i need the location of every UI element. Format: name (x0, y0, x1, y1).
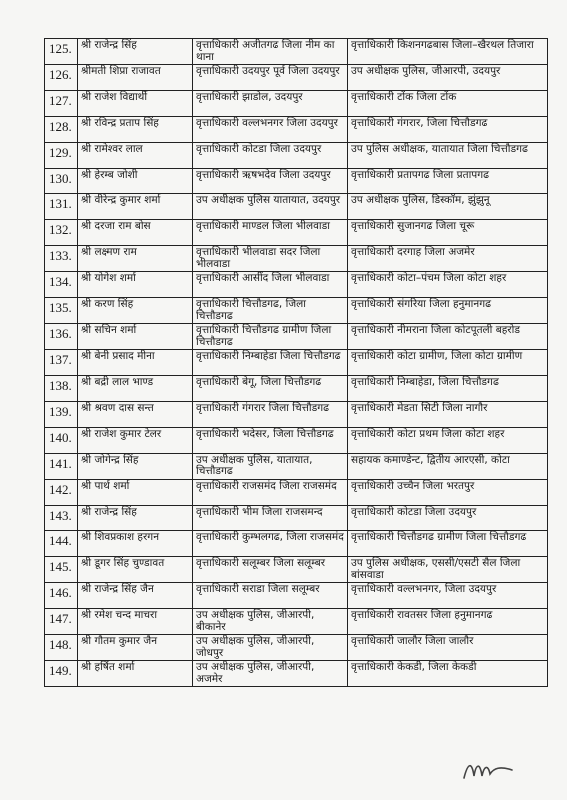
officer-name: श्री हेरम्ब जोशी (78, 168, 193, 194)
table-row (45, 635, 548, 661)
serial-number: 140. (45, 427, 78, 453)
officer-name: श्री योगेश शर्मा (78, 272, 193, 298)
serial-number: 134. (45, 272, 78, 298)
table-row (45, 90, 548, 116)
current-posting: वृत्ताधिकारी झाडोल, उदयपुर (193, 90, 348, 116)
officer-name: श्री बद्री लाल भाण्ड (78, 376, 193, 402)
officer-name: श्री बेनी प्रसाद मीना (78, 350, 193, 376)
table-row (45, 298, 548, 324)
officer-name: श्री राजेश विद्यार्थी (78, 90, 193, 116)
new-posting: वृत्ताधिकारी रावतसर जिला हनुमानगढ (348, 609, 548, 635)
new-posting: वृत्ताधिकारी कोटा प्रथम जिला कोटा शहर (348, 427, 548, 453)
table-row (45, 194, 548, 220)
serial-number: 143. (45, 505, 78, 531)
table-row (45, 324, 548, 350)
table-row (45, 350, 548, 376)
current-posting: उप अधीक्षक पुलिस, यातायात, चित्तौडगढ (193, 453, 348, 479)
serial-number: 144. (45, 531, 78, 557)
officer-name: श्री गौतम कुमार जैन (78, 635, 193, 661)
new-posting: वृत्ताधिकारी जालौर जिला जालौर (348, 635, 548, 661)
new-posting: वृत्ताधिकारी संगरिया जिला हनुमानगढ (348, 298, 548, 324)
table-row (45, 142, 548, 168)
table-row (45, 39, 548, 65)
table-row (45, 246, 548, 272)
current-posting: वृत्ताधिकारी भीम जिला राजसमन्द (193, 505, 348, 531)
serial-number: 126. (45, 65, 78, 91)
officer-name: श्री रविन्द्र प्रताप सिंह (78, 116, 193, 142)
new-posting: वृत्ताधिकारी वल्लभनगर, जिला उदयपुर (348, 583, 548, 609)
current-posting: वृत्ताधिकारी भीलवाडा सदर जिला भीलवाडा (193, 246, 348, 272)
serial-number: 127. (45, 90, 78, 116)
current-posting: वृत्ताधिकारी सराडा जिला सलूम्बर (193, 583, 348, 609)
current-posting: उप अधीक्षक पुलिस, जीआरपी, बीकानेर (193, 609, 348, 635)
current-posting: वृत्ताधिकारी बेगू, जिला चित्तौडगढ (193, 376, 348, 402)
current-posting: वृत्ताधिकारी निम्बाहेडा जिला चित्तौडगढ (193, 350, 348, 376)
current-posting: वृत्ताधिकारी भदेसर, जिला चित्तौडगढ (193, 427, 348, 453)
officer-name: श्री राजेश कुमार टेलर (78, 427, 193, 453)
new-posting: वृत्ताधिकारी नीमराना जिला कोटपूतली बहरोड (348, 324, 548, 350)
table-row (45, 168, 548, 194)
new-posting: वृत्ताधिकारी कोटडा जिला उदयपुर (348, 505, 548, 531)
officer-name: श्री रामेश्वर लाल (78, 142, 193, 168)
officer-name: श्री सचिन शर्मा (78, 324, 193, 350)
serial-number: 149. (45, 661, 78, 687)
signature-mark (460, 748, 520, 788)
officer-name: श्री लक्ष्मण राम (78, 246, 193, 272)
current-posting: वृत्ताधिकारी आसींद जिला भीलवाडा (193, 272, 348, 298)
new-posting: वृत्ताधिकारी उच्चैन जिला भरतपुर (348, 479, 548, 505)
table-row (45, 220, 548, 246)
serial-number: 148. (45, 635, 78, 661)
officer-name: श्री रमेश चन्द माचरा (78, 609, 193, 635)
table-row (45, 505, 548, 531)
officer-name: श्री करण सिंह (78, 298, 193, 324)
officer-name: श्रीमती शिप्रा राजावत (78, 65, 193, 91)
serial-number: 125. (45, 39, 78, 65)
officer-name: श्री राजेन्द्र सिंह जैन (78, 583, 193, 609)
table-row (45, 661, 548, 687)
new-posting: वृत्ताधिकारी कोटा ग्रामीण, जिला कोटा ग्रामीण (348, 350, 548, 376)
officer-name: श्री दरजा राम बोस (78, 220, 193, 246)
new-posting: वृत्ताधिकारी चित्तौडगढ ग्रामीण जिला चित्तौडगढ (348, 531, 548, 557)
table-row (45, 116, 548, 142)
current-posting: वृत्ताधिकारी राजसमंद जिला राजसमंद (193, 479, 348, 505)
table-row (45, 479, 548, 505)
table-row (45, 453, 548, 479)
current-posting: वृत्ताधिकारी गंगरार जिला चित्तौडगढ (193, 401, 348, 427)
officer-name: श्री राजेन्द्र सिंह (78, 505, 193, 531)
serial-number: 147. (45, 609, 78, 635)
current-posting: वृत्ताधिकारी कोटडा जिला उदयपुर (193, 142, 348, 168)
officer-name: श्री राजेन्द्र सिंह (78, 39, 193, 65)
serial-number: 128. (45, 116, 78, 142)
serial-number: 139. (45, 401, 78, 427)
new-posting: वृत्ताधिकारी केकडी, जिला केकडी (348, 661, 548, 687)
transfer-table-body (45, 39, 548, 687)
serial-number: 135. (45, 298, 78, 324)
table-row (45, 583, 548, 609)
current-posting: वृत्ताधिकारी चित्तौडगढ ग्रामीण जिला चित्तौडगढ (193, 324, 348, 350)
officer-name: श्री श्रवण दास सन्त (78, 401, 193, 427)
new-posting: वृत्ताधिकारी किशनगढबास जिला–खैरथल तिजारा (348, 39, 548, 65)
serial-number: 145. (45, 557, 78, 583)
table-row (45, 609, 548, 635)
current-posting: वृत्ताधिकारी सलूम्बर जिला सलूम्बर (193, 557, 348, 583)
current-posting: उप अधीक्षक पुलिस यातायात, उदयपुर (193, 194, 348, 220)
current-posting: वृत्ताधिकारी अजीतगढ जिला नीम का थाना (193, 39, 348, 65)
current-posting: वृत्ताधिकारी वल्लभनगर जिला उदयपुर (193, 116, 348, 142)
current-posting: उप अधीक्षक पुलिस, जीआरपी, अजमेर (193, 661, 348, 687)
current-posting: वृत्ताधिकारी माण्डल जिला भीलवाडा (193, 220, 348, 246)
serial-number: 132. (45, 220, 78, 246)
new-posting: वृत्ताधिकारी दरगाह जिला अजमेर (348, 246, 548, 272)
new-posting: वृत्ताधिकारी कोटा–पंचम जिला कोटा शहर (348, 272, 548, 298)
serial-number: 136. (45, 324, 78, 350)
officer-name: श्री हर्षित शर्मा (78, 661, 193, 687)
officer-name: श्री जोगेन्द्र सिंह (78, 453, 193, 479)
new-posting: वृत्ताधिकारी प्रतापगढ जिला प्रतापगढ (348, 168, 548, 194)
table-row (45, 272, 548, 298)
table-row (45, 376, 548, 402)
current-posting: वृत्ताधिकारी ऋषभदेव जिला उदयपुर (193, 168, 348, 194)
table-row (45, 65, 548, 91)
new-posting: उप अधीक्षक पुलिस, डिस्कॉम, झुंझुनू (348, 194, 548, 220)
table-row (45, 401, 548, 427)
officer-name: श्री वीरेन्द्र कुमार शर्मा (78, 194, 193, 220)
new-posting: उप पुलिस अधीक्षक, यातायात जिला चित्तौडगढ (348, 142, 548, 168)
new-posting: उप पुलिस अधीक्षक, एससी/एसटी सैल जिला बांसवाडा (348, 557, 548, 583)
serial-number: 146. (45, 583, 78, 609)
current-posting: उप अधीक्षक पुलिस, जीआरपी, जोधपुर (193, 635, 348, 661)
current-posting: वृत्ताधिकारी उदयपुर पूर्व जिला उदयपुर (193, 65, 348, 91)
serial-number: 138. (45, 376, 78, 402)
new-posting: वृत्ताधिकारी मेडता सिटी जिला नागौर (348, 401, 548, 427)
serial-number: 141. (45, 453, 78, 479)
new-posting: वृत्ताधिकारी गंगरार, जिला चित्तौडगढ (348, 116, 548, 142)
serial-number: 137. (45, 350, 78, 376)
new-posting: वृत्ताधिकारी सुजानगढ जिला चूरू (348, 220, 548, 246)
serial-number: 131. (45, 194, 78, 220)
serial-number: 129. (45, 142, 78, 168)
table-row (45, 557, 548, 583)
table-row (45, 427, 548, 453)
serial-number: 133. (45, 246, 78, 272)
officer-name: श्री डूगर सिंह चुण्डावत (78, 557, 193, 583)
transfer-table (44, 38, 548, 687)
officer-name: श्री पार्थ शर्मा (78, 479, 193, 505)
new-posting: वृत्ताधिकारी टोंक जिला टोंक (348, 90, 548, 116)
serial-number: 142. (45, 479, 78, 505)
current-posting: वृत्ताधिकारी कुम्भलगढ, जिला राजसमंद (193, 531, 348, 557)
officer-name: श्री शिवप्रकाश हरगन (78, 531, 193, 557)
new-posting: वृत्ताधिकारी निम्बाहेडा, जिला चित्तौडगढ (348, 376, 548, 402)
current-posting: वृत्ताधिकारी चित्तौडगढ, जिला चित्तौडगढ (193, 298, 348, 324)
new-posting: उप अधीक्षक पुलिस, जीआरपी, उदयपुर (348, 65, 548, 91)
new-posting: सहायक कमाण्डेन्ट, द्वितीय आरएसी, कोटा (348, 453, 548, 479)
table-row (45, 531, 548, 557)
serial-number: 130. (45, 168, 78, 194)
